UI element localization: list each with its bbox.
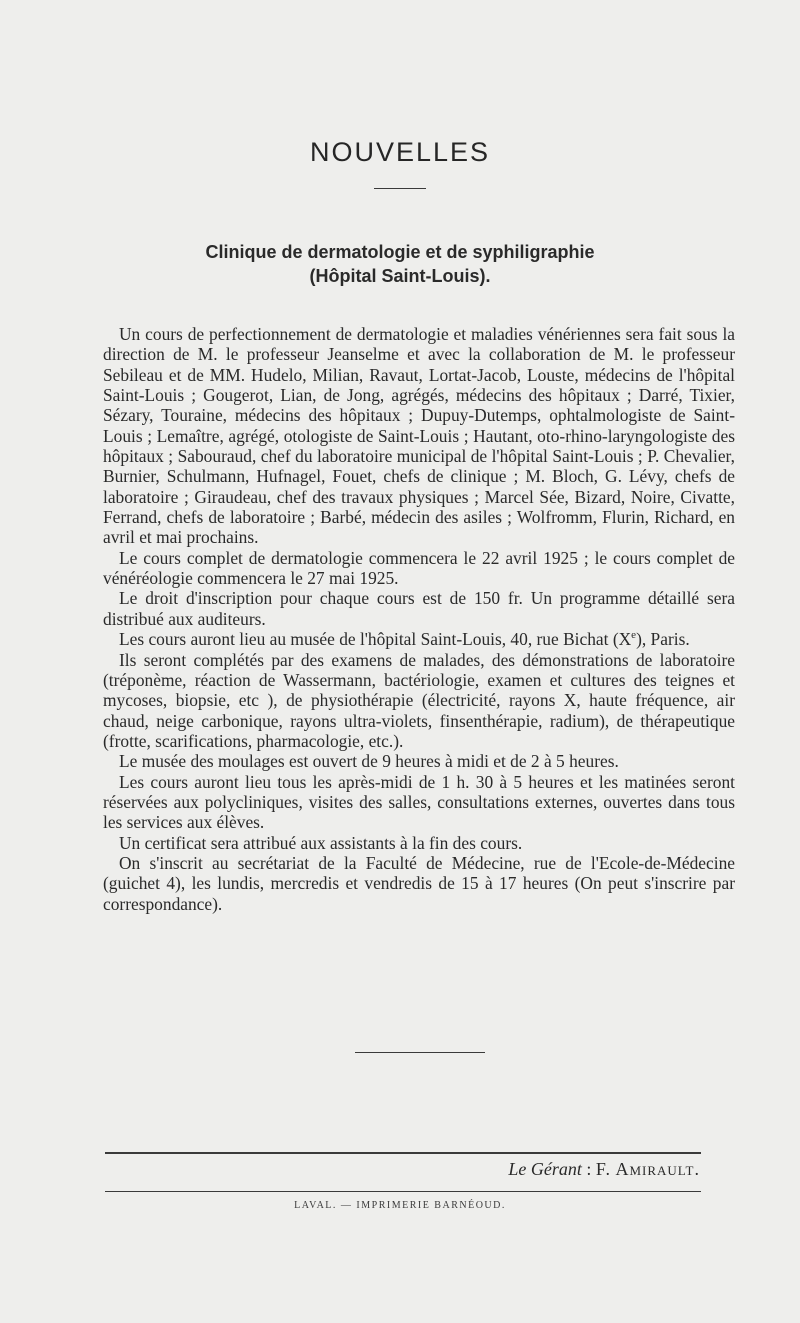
section-title [0,240,800,288]
printer-line: LAVAL. — IMPRIMERIE BARNÉOUD. [294,1200,506,1211]
heading-rule [374,188,426,189]
paragraph: Un certificat sera attribué aux assistants à la fin des cours. [119,832,523,853]
paragraph-location [103,629,735,649]
page-heading: NOUVELLES [309,137,491,167]
signature-separator: : [581,1159,596,1179]
signature-role: Le Gérant [508,1159,582,1179]
location-text: Les cours auront lieu au musée de l'hôpital Saint-Louis, 40, rue Bichat (X [119,629,632,650]
paragraph: Le cours complet de dermatologie commencera le 22 avril 1925 ; le cours complet de vénéréologie commencera le 27 mai 1925. [103,547,735,589]
end-rule [355,1052,485,1053]
paragraph: Les cours auront lieu tous les après-midi de 1 h. 30 à 5 heures et les matinées seront réservées aux polycliniques, visites des salles, consultations externes, ouvertes dans tous les services aux élèves. [103,771,735,833]
article-body [103,324,735,914]
signature [508,1159,700,1180]
section-title-line-1: Clinique de dermatologie et de syphiligraphie [205,242,595,262]
paragraph: Un cours de perfectionnement de dermatologie et maladies vénériennes sera fait sous la direction de M. le professeur Jeanselme et avec la collaboration de M. le professeur Sebileau et de MM. Hudelo, Milian, Ravaut, Lortat-Jacob, Louste, médecins de l'hôpital Saint-Louis ; Gougerot, Lian, de Jong, agrégés, médecins des hôpitaux ; Darré, Tixier, Sézary, Touraine, médecins des hôpitaux ; Dupuy-Dutemps, ophtalmologiste de Saint-Louis ; Lemaître, agrégé, otologiste de Saint-Louis ; Hautant, oto-rhino-laryngologiste des hôpitaux ; Sabouraud, chef du laboratoire municipal de l'hôpital Saint-Louis ; P. Chevalier, Burnier, Schulmann, Hufnagel, Fouet, chefs de clinique ; M. Bloch, G. Lévy, chefs de laboratoire ; Giraudeau, chef des travaux physiques ; Marcel Sée, Bizard, Noire, Civatte, Ferrand, chefs de laboratoire ; Barbé, médecin des asiles ; Wolfromm, Flurin, Richard, en avril et mai prochains. [103,324,735,548]
footer-rule-bottom [105,1191,701,1192]
section-title-line-2: (Hôpital Saint-Louis). [309,266,491,286]
paragraph: On s'inscrit au secrétariat de la Faculté de Médecine, rue de l'Ecole-de-Médecine (guichet 4), les lundis, mercredis et vendredis de 15 à 17 heures (On peut s'inscrire par correspondance). [103,852,735,914]
location-superscript: e [631,629,637,642]
location-text-end: ), Paris. [636,629,690,650]
signature-name: F. Amirault. [595,1159,700,1179]
paragraph: Ils seront complétés par des examens de malades, des démonstrations de laboratoire (tréponème, réaction de Wassermann, bactériologie, examen et cultures des teignes et mycoses, biopsie, etc ), de physiothérapie (électricité, rayons X, haute fréquence, air chaud, neige carbonique, rayons ultra-violets, finsenthérapie, radium), de thérapeutique (frotte, scarifications, pharmacologie, etc.). [103,649,735,751]
paragraph: Le droit d'inscription pour chaque cours est de 150 fr. Un programme détaillé sera distribué aux auditeurs. [103,588,735,629]
footer-rule-top [105,1152,701,1154]
paragraph: Le musée des moulages est ouvert de 9 heures à midi et de 2 à 5 heures. [119,751,619,772]
